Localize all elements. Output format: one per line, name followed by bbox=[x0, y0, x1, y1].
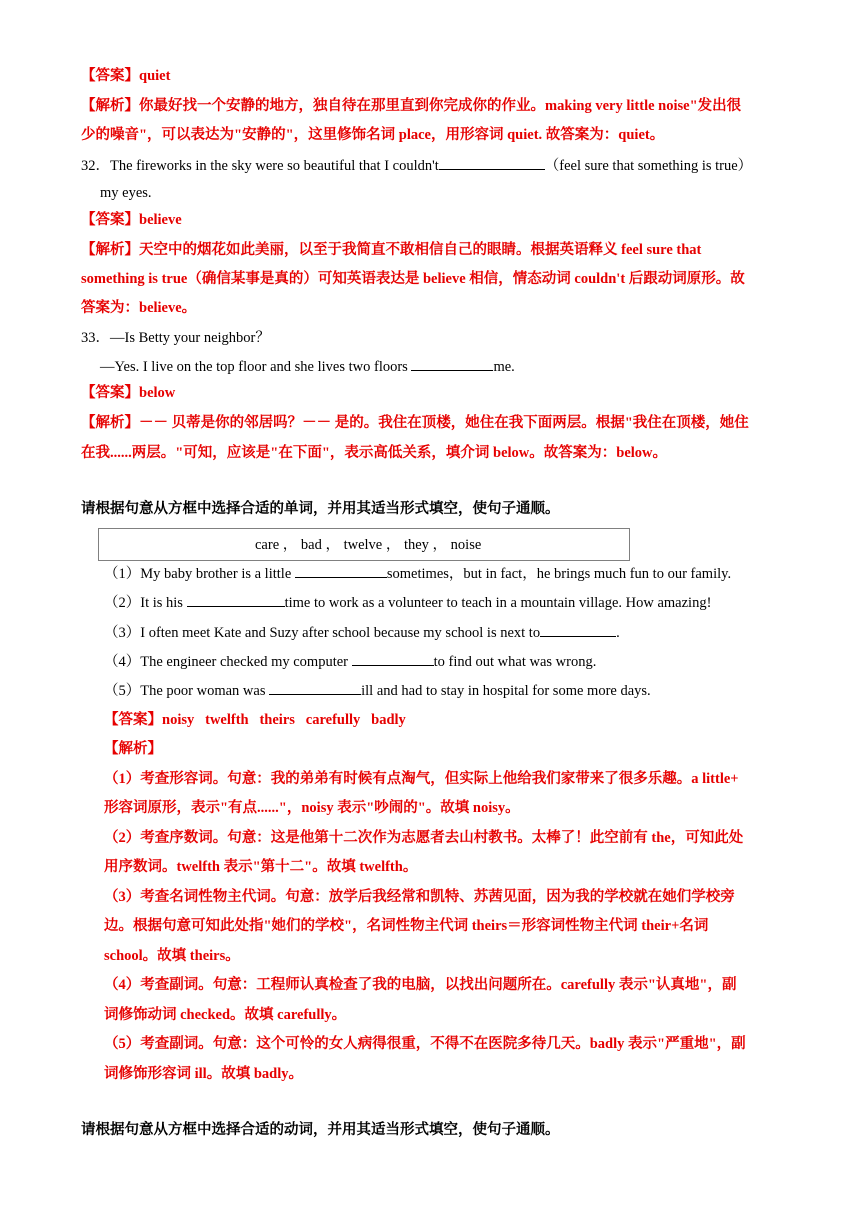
question-32-cont: my eyes. bbox=[100, 185, 152, 201]
exercise-item: （1）My baby brother is a little sometimes，but in fact，he brings much fun to our family. bbox=[104, 563, 731, 584]
question-32: 32．The fireworks in the sky were so beautiful that I couldn't （feel sure that something is true） bbox=[81, 155, 752, 176]
analysis-line: school。故填 theirs。 bbox=[104, 948, 240, 964]
analysis-line: 在我......两层。"可知，应该是"在下面"，表示高低关系，填介词 below。故答案为：below。 bbox=[81, 445, 668, 461]
blank bbox=[439, 155, 545, 170]
exercise-item: （3）I often meet Kate and Suzy after school because my school is next to . bbox=[104, 622, 620, 643]
analysis-line: （4）考查副词。句意：工程师认真检查了我的电脑，以找出问题所在。carefully 表示"认真地"，副 bbox=[104, 977, 737, 993]
analysis-line: 边。根据句意可知此处指"她们的学校"，名词性物主代词 theirs＝形容词性物主代词 their+名词 bbox=[104, 918, 709, 934]
analysis-line: （1）考查形容词。句意：我的弟弟有时候有点淘气，但实际上他给我们家带来了很多乐趣。a little+ bbox=[104, 771, 739, 787]
answer-line: 【答案】below bbox=[81, 385, 176, 401]
analysis-line: 形容词原形，表示"有点......"，noisy 表示"吵闹的"。故填 noisy。 bbox=[104, 800, 520, 816]
exercise-item: （4）The engineer checked my computer to find out what was wrong. bbox=[104, 651, 596, 672]
word-box-text: care ， bad ， twelve ， they ， noise bbox=[255, 537, 482, 553]
section-instruction: 请根据句意从方框中选择合适的单词，并用其适当形式填空，使句子通顺。 bbox=[81, 501, 560, 517]
exercise-item: （2）It is his time to work as a volunteer to teach in a mountain village. How amazing! bbox=[104, 592, 711, 613]
analysis-line: 少的噪音"，可以表达为"安静的"，这里修饰名词 place，用形容词 quiet. 故答案为：quiet。 bbox=[81, 127, 665, 143]
blank bbox=[187, 592, 285, 607]
word-box bbox=[98, 528, 630, 561]
answer-line: 【答案】quiet bbox=[81, 68, 171, 84]
answer-line: 【答案】noisy twelfth theirs carefully badly bbox=[104, 712, 406, 728]
analysis-line: 词修饰动词 checked。故填 carefully。 bbox=[104, 1007, 347, 1023]
analysis-line: 【解析】天空中的烟花如此美丽，以至于我简直不敢相信自己的眼睛。根据英语释义 feel sure that bbox=[81, 242, 702, 258]
exercise-item: （5）The poor woman was ill and had to stay in hospital for some more days. bbox=[104, 680, 651, 701]
question-33: 33．—Is Betty your neighbor？ bbox=[81, 330, 270, 346]
analysis-line: 词修饰形容词 ill。故填 badly。 bbox=[104, 1066, 303, 1082]
analysis-line: 【解析】你最好找一个安静的地方，独自待在那里直到你完成你的作业。making very little noise"发出很 bbox=[81, 98, 742, 114]
analysis-line: something is true（确信某事是真的）可知英语表达是 believe 相信，情态动词 couldn't 后跟动词原形。故 bbox=[81, 271, 745, 287]
analysis-line: 答案为：believe。 bbox=[81, 300, 197, 316]
answer-line: 【答案】believe bbox=[81, 212, 182, 228]
analysis-tag: 【解析】 bbox=[104, 741, 162, 757]
question-33-reply: —Yes. I live on the top floor and she lives two floors me. bbox=[100, 356, 515, 377]
analysis-line: （3）考查名词性物主代词。句意：放学后我经常和凯特、苏茜见面，因为我的学校就在她们学校旁 bbox=[104, 889, 735, 905]
analysis-line: （5）考查副词。句意：这个可怜的女人病得很重，不得不在医院多待几天。badly 表示"严重地"，副 bbox=[104, 1036, 746, 1052]
analysis-line: 【解析】－－ 贝蒂是你的邻居吗？－－ 是的。我住在顶楼，她住在我下面两层。根据"我住在顶楼，她住 bbox=[81, 415, 749, 431]
blank bbox=[540, 622, 616, 637]
blank bbox=[352, 651, 434, 666]
blank bbox=[411, 356, 493, 371]
blank bbox=[269, 680, 361, 695]
analysis-line: 用序数词。twelfth 表示"第十二"。故填 twelfth。 bbox=[104, 859, 418, 875]
analysis-line: （2）考查序数词。句意：这是他第十二次作为志愿者去山村教书。太棒了！此空前有 the，可知此处 bbox=[104, 830, 744, 846]
section-instruction: 请根据句意从方框中选择合适的动词，并用其适当形式填空，使句子通顺。 bbox=[81, 1122, 560, 1138]
blank bbox=[295, 563, 387, 578]
